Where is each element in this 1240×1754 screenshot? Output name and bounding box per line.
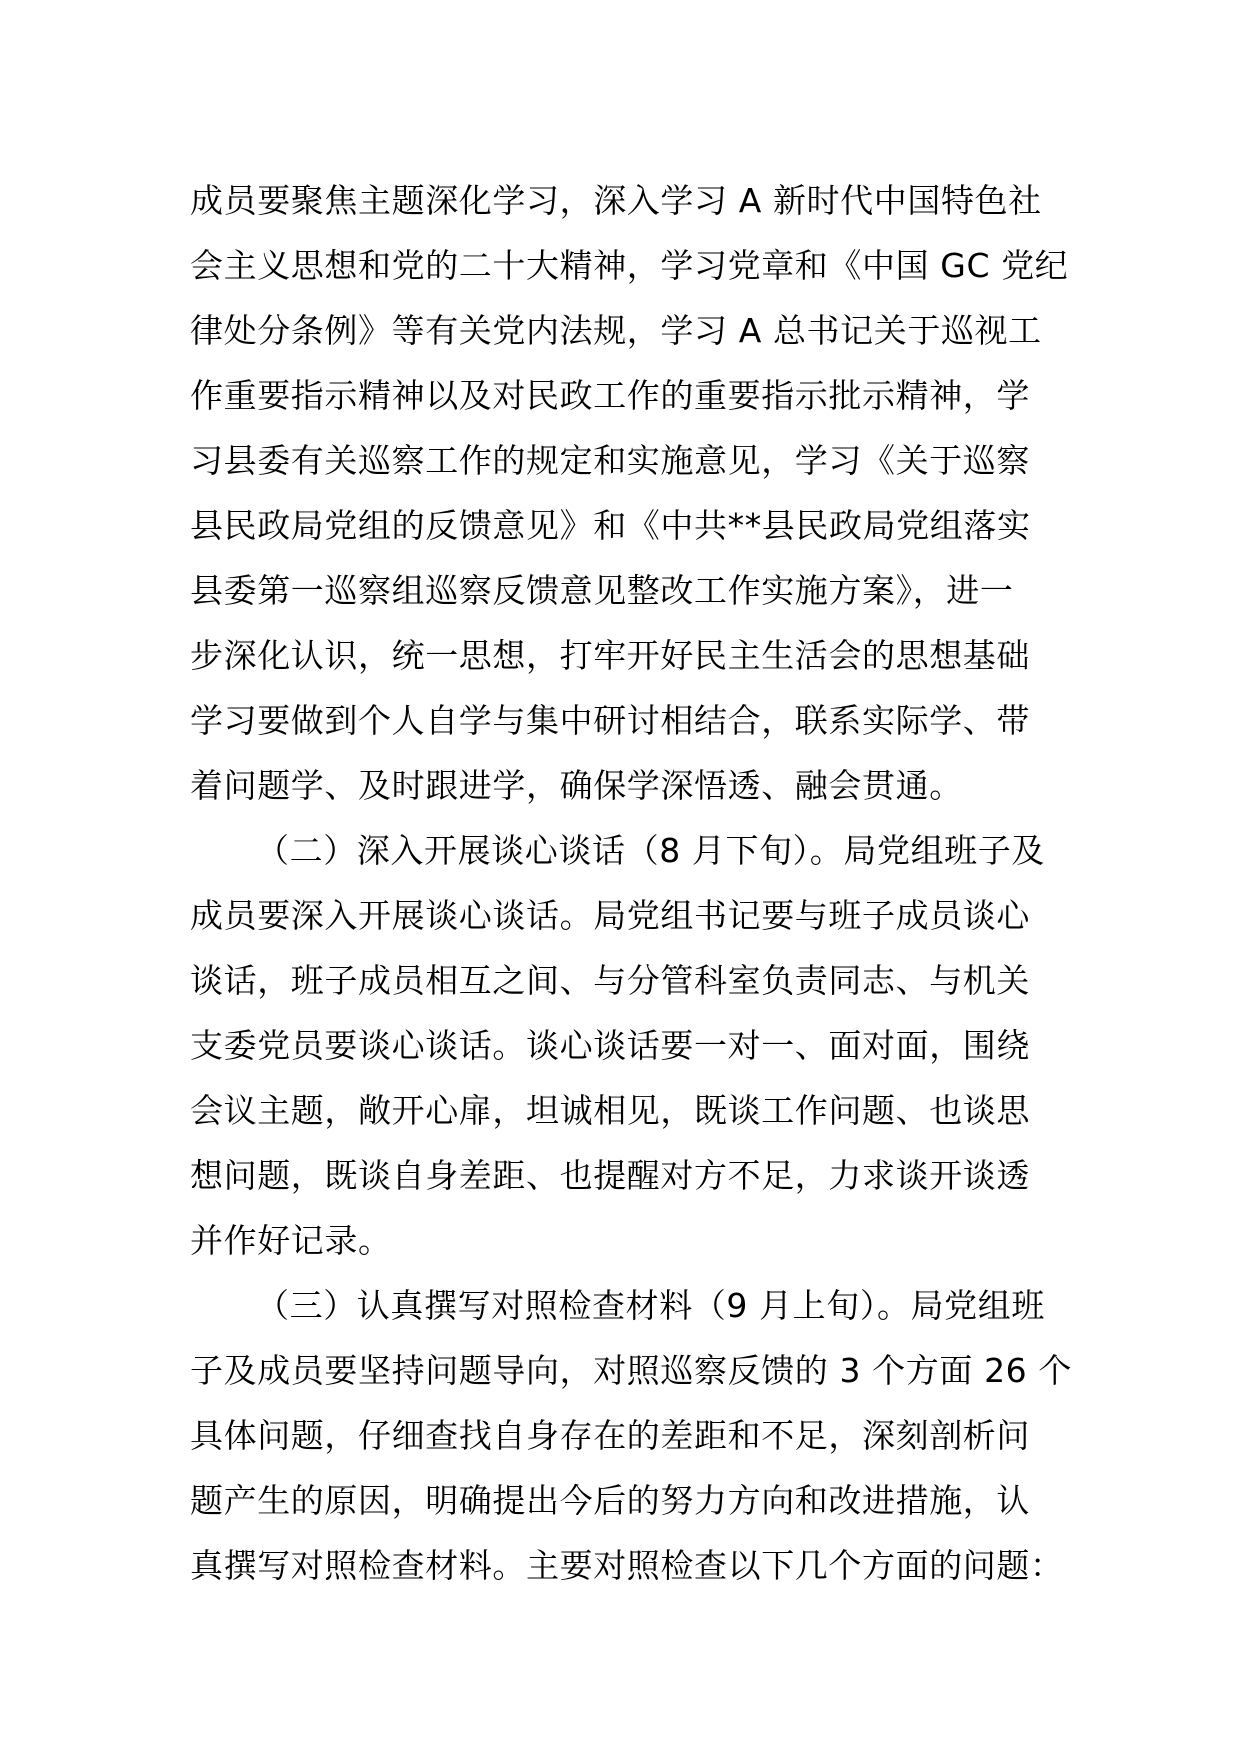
text-line: 步深化认识，统一思想，打牢开好民主生活会的思想基础 bbox=[190, 636, 1030, 675]
text-line: 县委第一巡察组巡察反馈意见整改工作实施方案》，进一 bbox=[190, 571, 1014, 610]
text-line: 子及成员要坚持问题导向，对照巡察反馈的 3 个方面 26 个 bbox=[190, 1351, 1072, 1390]
text-line: 谈话，班子成员相互之间、与分管科室负责同志、与机关 bbox=[190, 961, 1030, 1000]
body-text bbox=[190, 168, 1072, 1598]
section-heading-line: （二）深入开展谈心谈话（8 月下旬）。局党组班子及 bbox=[256, 831, 1045, 870]
text-line: 着问题学、及时跟进学，确保学深悟透、融会贯通。 bbox=[190, 766, 963, 805]
text-line: 会主义思想和党的二十大精神，学习党章和《中国 GC 党纪 bbox=[190, 246, 1069, 285]
text-line: 律处分条例》等有关党内法规，学习 A 总书记关于巡视工 bbox=[190, 311, 1042, 350]
text-line: 题产生的原因，明确提出今后的努力方向和改进措施，认 bbox=[190, 1481, 1030, 1520]
text-line: 成员要深入开展谈心谈话。局党组书记要与班子成员谈心 bbox=[190, 896, 1030, 935]
text-line: 县民政局党组的反馈意见》和《中共**县民政局党组落实 bbox=[190, 506, 1031, 545]
section-heading-line: （三）认真撰写对照检查材料（9 月上旬）。局党组班 bbox=[256, 1286, 1045, 1325]
text-line: 作重要指示精神以及对民政工作的重要指示批示精神，学 bbox=[190, 376, 1030, 415]
text-line: 学习要做到个人自学与集中研讨相结合，联系实际学、带 bbox=[190, 701, 1030, 740]
text-line: 具体问题，仔细查找自身存在的差距和不足，深刻剖析问 bbox=[190, 1416, 1030, 1455]
text-line: 会议主题，敞开心扉，坦诚相见，既谈工作问题、也谈思 bbox=[190, 1091, 1030, 1130]
text-line: 成员要聚焦主题深化学习，深入学习 A 新时代中国特色社 bbox=[190, 181, 1042, 220]
text-line: 并作好记录。 bbox=[190, 1221, 392, 1260]
text-line: 支委党员要谈心谈话。谈心谈话要一对一、面对面，围绕 bbox=[190, 1026, 1030, 1065]
text-line: 真撰写对照检查材料。主要对照检查以下几个方面的问题： bbox=[190, 1546, 1064, 1585]
text-line: 想问题，既谈自身差距、也提醒对方不足，力求谈开谈透 bbox=[190, 1156, 1030, 1195]
text-line: 习县委有关巡察工作的规定和实施意见，学习《关于巡察 bbox=[190, 441, 1030, 480]
